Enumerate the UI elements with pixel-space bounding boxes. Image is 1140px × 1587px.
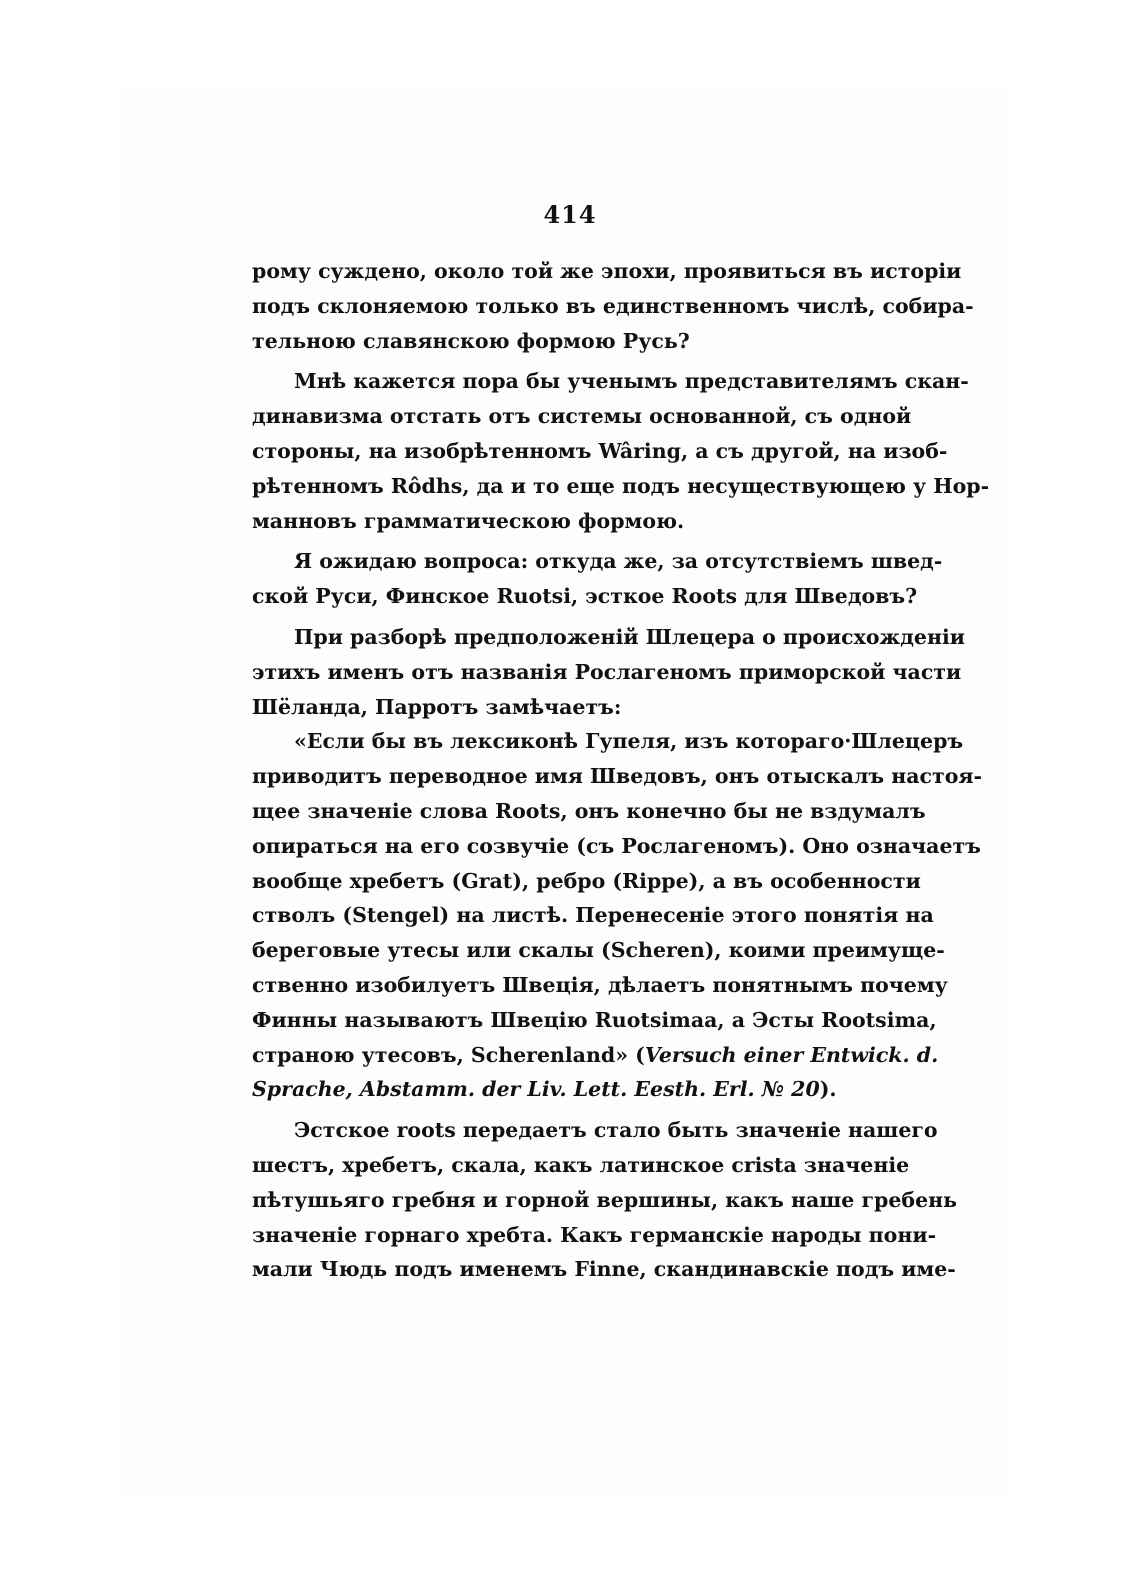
paragraph-start-line: Эстское roots передаетъ стало быть значеніе нашего: [294, 1118, 938, 1143]
citation-title: Versuch einer Entwick. d.: [644, 1042, 939, 1067]
text-line: Финны называютъ Швецію Ruotsimaa, а Эсты Rootsima,: [252, 1007, 937, 1032]
text-line: мали Чюдь подъ именемъ Finne, скандинавскіе подъ име-: [252, 1257, 956, 1282]
text-line: опираться на его созвучіе (съ Рослагеномъ). Оно означаетъ: [252, 833, 981, 858]
text-line: ской Руси, Финское Ruotsi, эсткое Roots для Шведовъ?: [252, 584, 918, 609]
page-number: 414: [543, 200, 597, 229]
text-line-with-citation: [252, 1038, 939, 1073]
citation-line: [252, 1072, 878, 1107]
text-line: этихъ именъ отъ названія Рослагеномъ приморской части: [252, 659, 962, 684]
quote-start-line: «Если бы въ лексиконѣ Гупеля, изъ котораго·Шлецеръ: [294, 729, 964, 754]
text-line: ственно изобилуетъ Швеція, дѣлаетъ понятнымъ почему: [252, 972, 948, 997]
text-line: Шёланда, Парротъ замѣчаетъ:: [252, 694, 622, 719]
text-line: береговые утесы или скалы (Scheren), коими преимуще-: [252, 938, 945, 963]
citation-prefix: страною утесовъ, Scherenland» (: [252, 1042, 645, 1067]
text-line: стороны, на изобрѣтенномъ Wâring, а съ другой, на изоб-: [252, 438, 948, 463]
citation-title-continued: Sprache, Abstamm. der Liv. Lett. Eesth. Erl. № 20: [252, 1077, 820, 1102]
text-line: рому суждено, около той же эпохи, проявиться въ исторіи: [252, 259, 962, 283]
text-line: приводитъ переводное имя Шведовъ, онъ отыскалъ настоя-: [252, 764, 983, 789]
text-line: вообще хребетъ (Grat), ребро (Rippe), а въ особенности: [252, 868, 921, 893]
text-line: динавизма отстать отъ системы основанной, съ одной: [252, 404, 912, 429]
paragraph-start-line: Я ожидаю вопроса: откуда же, за отсутствіемъ швед-: [294, 549, 943, 574]
text-line: тельною славянскою формою Русь?: [252, 328, 690, 353]
text-line: стволъ (Stengel) на листѣ. Перенесеніе этого понятія на: [252, 903, 934, 928]
text-line: пѣтушьяго гребня и горной вершины, какъ наше гребень: [252, 1187, 958, 1212]
text-line: шестъ, хребетъ, скала, какъ латинское crista значеніе: [252, 1152, 910, 1177]
paragraph-start-line: Мнѣ кажется пора бы ученымъ представителямъ скан-: [294, 369, 969, 394]
paragraph-start-line: При разборѣ предположеній Шлецера о происхожденіи: [294, 624, 965, 649]
text-line: значеніе горнаго хребта. Какъ германскіе народы пони-: [252, 1222, 937, 1247]
citation-suffix: ).: [819, 1077, 837, 1102]
text-line: рѣтенномъ Rôdhs, да и то еще подъ несуществующею у Нор-: [252, 473, 990, 498]
text-line: щее значеніе слова Roots, онъ конечно бы не вздумалъ: [252, 798, 926, 823]
text-line: манновъ грамматическою формою.: [252, 508, 685, 533]
body-text: [252, 254, 990, 1287]
text-line: подъ склоняемою только въ единственномъ числѣ, собира-: [252, 293, 974, 318]
